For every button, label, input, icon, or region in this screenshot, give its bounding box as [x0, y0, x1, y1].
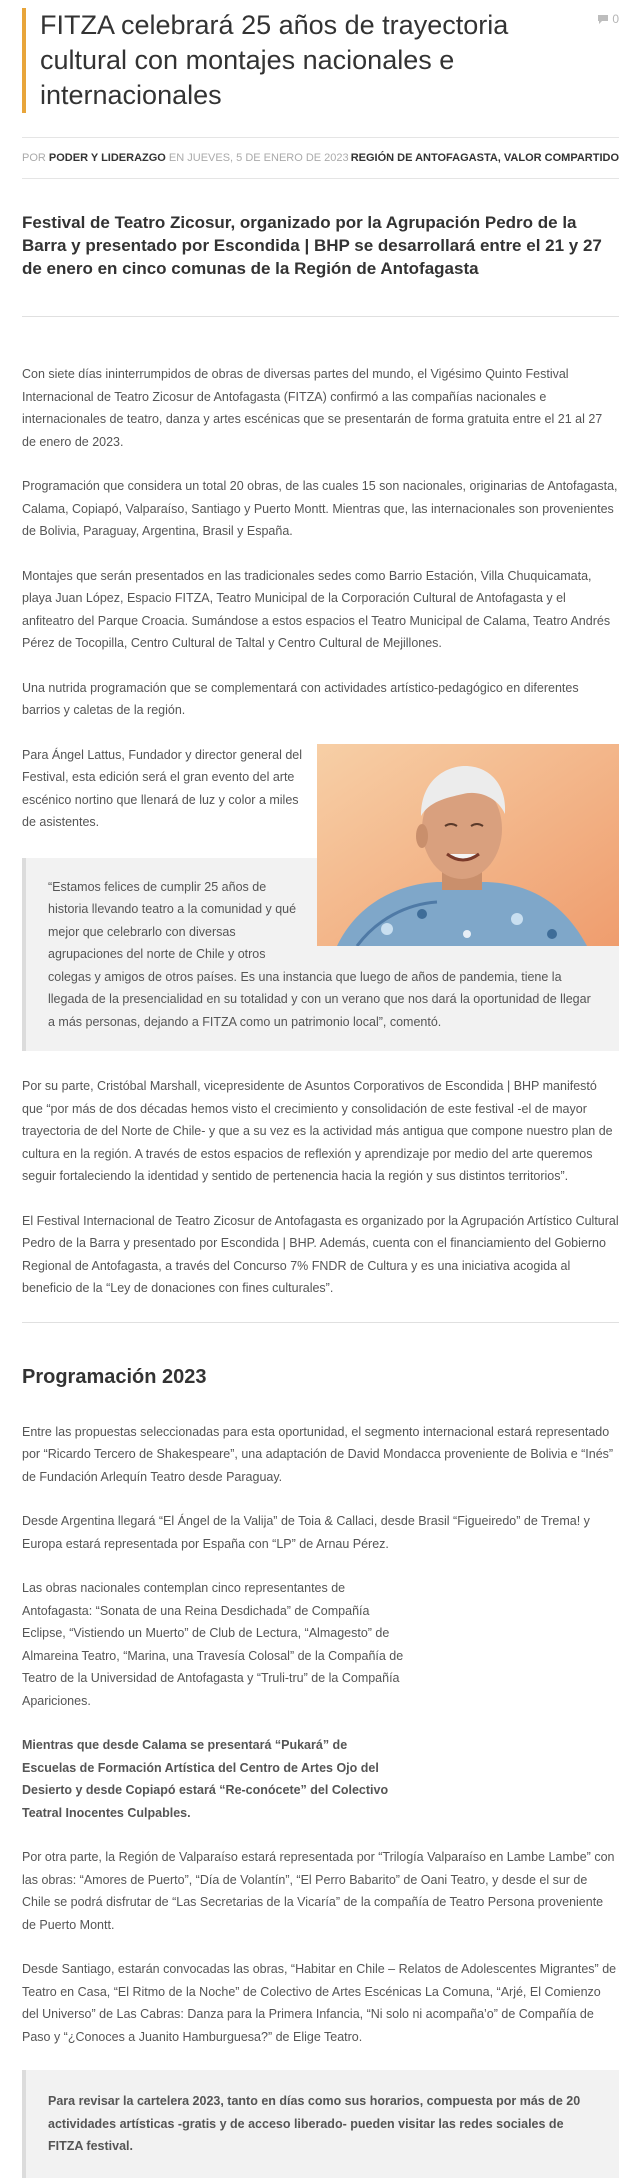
title-block	[22, 8, 619, 113]
paragraph: Para Ángel Lattus, Fundador y director general del Festival, esta edición será el gran evento del arte escénico nortino que llenará de luz y color a miles de asistentes.	[22, 747, 303, 829]
post-date: EN JUEVES, 5 DE ENERO DE 2023	[168, 152, 349, 164]
comments-link[interactable]	[597, 12, 619, 26]
speech-bubble-icon	[597, 14, 609, 25]
paragraph: Con siete días ininterrumpidos de obras de diversas partes del mundo, el Vigésimo Quinto Festival Internacional de Teatro Zicosur de Antofagasta (FITZA) confirmó a las compañías nacionales e internacionales de teatro, danza y artes escénicas que se presentarán de forma gratuita entre el 21 al 27 de enero de 2023.	[22, 367, 603, 449]
post-byline	[22, 152, 349, 164]
paragraph: Las obras nacionales contemplan cinco representantes de Antofagasta: “Sonata de una Reina Desdichada” de Compañía Eclipse, “Vistiendo un Muerto” de Club de Lectura, “Almagesto” de Almareina Teatro, “Marina, una Travesía Colosal” de la Compañía de Teatro de la Universidad de Antofagasta y “Truli-tru” de la Compañía Apariciones.	[22, 1581, 404, 1708]
article-body	[22, 363, 619, 2178]
closing-note-box	[22, 2070, 619, 2178]
paragraph: Programación que considera un total 20 obras, de las cuales 15 son nacionales, originarias de Antofagasta, Calama, Copiapó, Valparaíso, Santiago y Puerto Montt. Mientras que, las internacionales son provenientes de Bolivia, Paraguay, Argentina, Brasil y España.	[22, 479, 618, 538]
paragraph: Montajes que serán presentados en las tradicionales sedes como Barrio Estación, Villa Chuquicamata, playa Juan López, Espacio FITZA, Teatro Municipal de la Corporación Cultural de Antofagasta y el anfiteatro del Parque Croacia. Sumándose a estos espacios el Teatro Municipal de Calama, Teatro Andrés Pérez de Tocopilla, Centro Cultural de Taltal y Centro Cultural de Mejillones.	[22, 568, 611, 650]
author-link[interactable]: PODER Y LIDERAZGO	[48, 152, 166, 164]
post-meta	[22, 137, 619, 179]
portrait-illustration	[317, 744, 619, 946]
paragraph: Mientras que desde Calama se presentará “Pukará” de Escuelas de Formación Artística del Centro de Artes Ojo del Desierto y desde Copiapó estará “Re-conócete” del Colectivo Teatral Inocentes Culpables.	[22, 1738, 389, 1820]
paragraph: Una nutrida programación que se complementará con actividades artístico-pedagógico en diferentes barrios y caletas de la región.	[22, 680, 579, 717]
section-title: Programación 2023	[22, 1365, 207, 1388]
quote-text: “Estamos felices de cumplir 25 años de historia llevando teatro a la comunidad y qué mejor que celebrarlo con diversas agrupaciones del norte de Chile y otros colegas y amigos de otros países. Es una instancia que luego de años de pandemia, tiene la llegada de la presencialidad en su totalidad y con un verano que nos dará la oportunidad de llegar a más personas, dejando a FITZA como un patrimonio local”, comentó.	[48, 879, 591, 1029]
article	[0, 8, 641, 2178]
comments-count: 0	[612, 12, 619, 26]
post-categories	[351, 152, 619, 164]
paragraph: Desde Santiago, estarán convocadas las obras, “Habitar en Chile – Relatos de Adolescentes Migrantes” de Teatro en Casa, “El Ritmo de la Noche” de Colectivo de Artes Escénicas La Comuna, “Arjé, El Comienzo del Universo” de Las Cabras: Danza para la Primera Infancia, “Ni solo ni acompaña’o” de Compañía de Paso y “¿Conoces a Juanito Hamburguesa?” de Elige Teatro.	[22, 1962, 617, 2044]
portrait-photo	[317, 744, 619, 946]
paragraph: Entre las propuestas seleccionadas para esta oportunidad, el segmento internacional estará representado por “Ricardo Tercero de Shakespeare”, una adaptación de David Mondacca proveniente de Bolivia e “Inés” de Fundación Arlequín Teatro desde Paraguay.	[22, 1424, 614, 1484]
by-prefix: POR	[22, 152, 46, 164]
category-links[interactable]: REGIÓN DE ANTOFAGASTA, VALOR COMPARTIDO	[350, 152, 619, 164]
paragraph: Por otra parte, la Región de Valparaíso estará representada por “Trilogía Valparaíso en Lambe Lambe” con las obras: “Amores de Puerto”, “Día de Volantín”, “El Perro Babarito” de Oani Teatro, y desde el sur de Chile se podrá disfrutar de “Las Secretarias de la Vicaría” de la compañía de Teatro Persona proveniente de Puerto Montt.	[22, 1850, 615, 1932]
paragraph: Desde Argentina llegará “El Ángel de la Valija” de Toia & Callaci, desde Brasil “Figueiredo” de Trema! y Europa estará representada por España con “LP” de Arnau Pérez.	[22, 1514, 590, 1551]
divider	[22, 1322, 619, 1323]
page-title: FITZA celebrará 25 años de trayectoria cultural con montajes nacionales e internacionales	[40, 10, 509, 110]
article-lead: Festival de Teatro Zicosur, organizado por la Agrupación Pedro de la Barra y presentado por Escondida | BHP se desarrollará entre el 21 y 27 de enero en cinco comunas de la Región de Antofagasta	[22, 211, 619, 317]
paragraph: El Festival Internacional de Teatro Zicosur de Antofagasta es organizado por la Agrupación Artístico Cultural Pedro de la Barra y presentado por Escondida | BHP. Además, cuenta con el financiamiento del Gobierno Regional de Antofagasta, a través del Concurso 7% FNDR de Cultura y es una iniciativa acogida al beneficio de la “Ley de donaciones con fines culturales”.	[22, 1213, 619, 1295]
closing-note-text: Para revisar la cartelera 2023, tanto en días como sus horarios, compuesta por más de 20 actividades artísticas -gratis y de acceso liberado- pueden visitar las redes sociales de FITZA festival.	[48, 2094, 581, 2153]
paragraph: Por su parte, Cristóbal Marshall, vicepresidente de Asuntos Corporativos de Escondida | BHP manifestó que “por más de dos décadas hemos visto el crecimiento y consolidación de este festival -el de mayor trayectoria de del Norte de Chile- y que a su vez es la actividad más antigua que compone nuestro plan de cultura en la región. A través de estos espacios de reflexión y aprendizaje por medio del arte queremos seguir fortaleciendo la identidad y sentido de pertenencia hacia la región y sus distintos territorios”.	[22, 1079, 613, 1183]
